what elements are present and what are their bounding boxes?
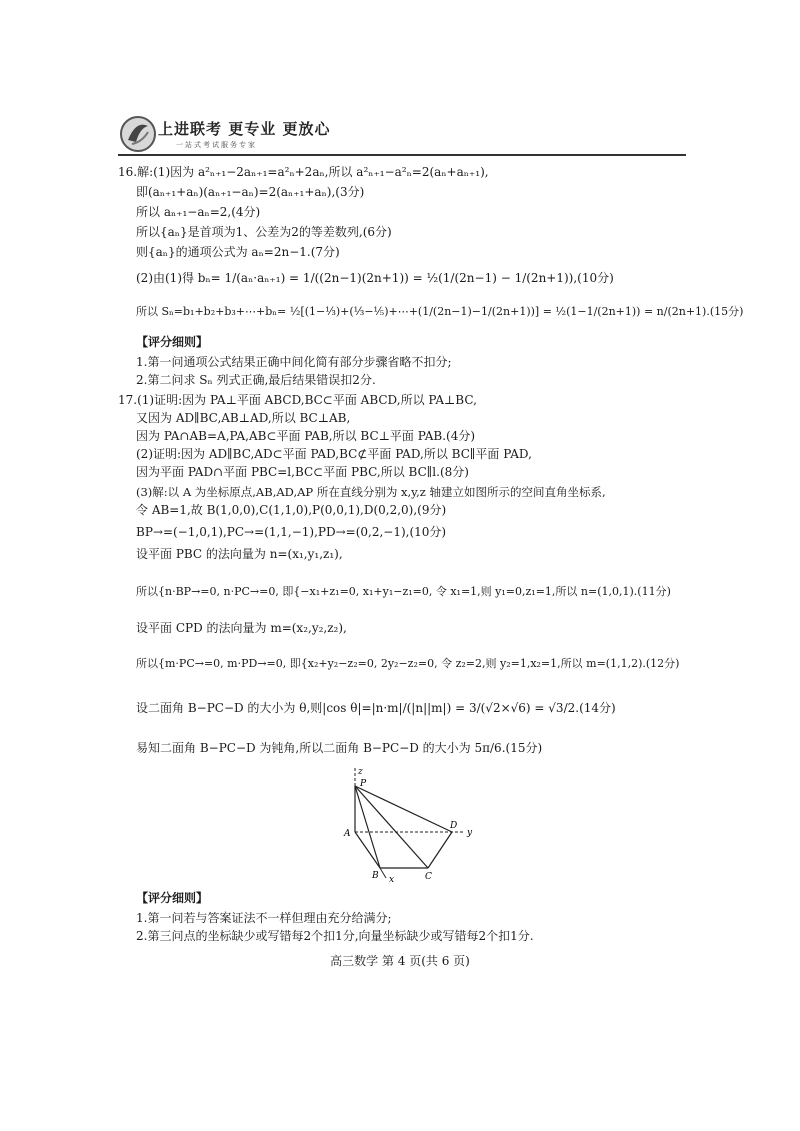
scoring-16-item-1: 1.第一问通项公式结果正确中间化简有部分步骤省略不扣分;: [136, 355, 452, 369]
label-p: P: [360, 779, 367, 789]
q17-line-11: 设平面 CPD 的法向量为 m=(x₂,y₂,z₂),: [136, 621, 347, 635]
edge-cd: [428, 832, 452, 868]
q17-line-2: 又因为 AD∥BC,AB⊥AD,所以 BC⊥AB,: [136, 411, 351, 425]
q17-line-8: BP→=(−1,0,1),PC→=(1,1,−1),PD→=(0,2,−1),(10分): [136, 525, 447, 539]
q17-line-12: 所以{m·PC→=0, m·PD→=0, 即{x₂+y₂−z₂=0, 2y₂−z₂=0, 令 z₂=2,则 y₂=1,x₂=1,所以 m=(1,1,2).(12分): [136, 657, 680, 670]
edge-pb: [355, 786, 380, 868]
q17-line-14: 易知二面角 B−PC−D 为钝角,所以二面角 B−PC−D 的大小为 5π/6.(15分): [136, 741, 543, 755]
q17-line-6: (3)解:以 A 为坐标原点,AB,AD,AP 所在直线分别为 x,y,z 轴建立如图所示的空间直角坐标系,: [136, 485, 606, 499]
coordinate-figure: [340, 768, 490, 884]
label-x: x: [389, 875, 395, 884]
logo-icon: [118, 114, 158, 154]
page-header: [118, 112, 686, 158]
q16-line-3: 所以 aₙ₊₁−aₙ=2,(4分): [136, 205, 261, 219]
q16-line-5: 则{aₙ}的通项公式为 aₙ=2n−1.(7分): [136, 245, 340, 259]
label-a: A: [344, 829, 351, 839]
scoring-16-item-2: 2.第二问求 Sₙ 列式正确,最后结果错误扣2分.: [136, 373, 376, 387]
label-y: y: [467, 828, 473, 838]
q17-line-1: 17.(1)证明:因为 PA⊥平面 ABCD,BC⊂平面 ABCD,所以 PA⊥BC,: [118, 393, 477, 407]
page-footer: 高三数学 第 4 页(共 6 页): [330, 954, 470, 968]
edge-ab: [355, 832, 380, 868]
q16-line-4: 所以{aₙ}是首项为1、公差为2的等差数列,(6分): [136, 225, 392, 239]
label-z: z: [358, 768, 363, 777]
q17-line-5: 因为平面 PAD∩平面 PBC=l,BC⊂平面 PBC,所以 BC∥l.(8分): [136, 465, 469, 479]
q17-line-7: 令 AB=1,故 B(1,0,0),C(1,1,0),P(0,0,1),D(0,2,0),(9分): [136, 503, 447, 517]
brand-slogan: 上进联考 更专业 更放心: [158, 120, 331, 138]
q17-line-13: 设二面角 B−PC−D 的大小为 θ,则|cos θ|=|n·m|/(|n||m|) = 3/(√2×√6) = √3/2.(14分): [136, 701, 616, 715]
scoring-17-item-2: 2.第三问点的坐标缺少或写错每2个扣1分,向量坐标缺少或写错每2个扣1分.: [136, 929, 534, 943]
q17-line-4: (2)证明:因为 AD∥BC,AD⊂平面 PAD,BC⊄平面 PAD,所以 BC∥平面 PAD,: [136, 447, 532, 461]
q17-line-9: 设平面 PBC 的法向量为 n=(x₁,y₁,z₁),: [136, 547, 343, 561]
label-d: D: [450, 821, 458, 831]
q17-line-10: 所以{n·BP→=0, n·PC→=0, 即{−x₁+z₁=0, x₁+y₁−z₁=0, 令 x₁=1,则 y₁=0,z₁=1,所以 n=(1,0,1).(11分): [136, 585, 671, 598]
label-c: C: [425, 872, 432, 882]
q16-line-6: (2)由(1)得 bₙ= 1/(aₙ·aₙ₊₁) = 1/((2n−1)(2n+1)) = ½(1/(2n−1) − 1/(2n+1)),(10分): [136, 271, 614, 285]
edge-pc: [355, 786, 428, 868]
q16-line-7: 所以 Sₙ=b₁+b₂+b₃+⋯+bₙ= ½[(1−⅓)+(⅓−⅕)+⋯+(1/(2n−1)−1/(2n+1))] = ½(1−1/(2n+1)) = n/(2n+1).(15分): [136, 305, 744, 318]
scoring-heading-16: 【评分细则】: [136, 335, 209, 349]
q16-line-1: 16.解:(1)因为 a²ₙ₊₁−2aₙ₊₁=a²ₙ+2aₙ,所以 a²ₙ₊₁−a²ₙ=2(aₙ+aₙ₊₁),: [118, 165, 489, 179]
header-divider: [118, 154, 686, 156]
edge-pd: [355, 786, 452, 832]
scoring-heading-17: 【评分细则】: [136, 891, 209, 905]
x-axis-tail: [380, 868, 386, 878]
label-b: B: [372, 871, 379, 881]
q16-line-2: 即(aₙ₊₁+aₙ)(aₙ₊₁−aₙ)=2(aₙ₊₁+aₙ),(3分): [136, 185, 365, 199]
scoring-17-item-1: 1.第一问若与答案证法不一样但理由充分给满分;: [136, 911, 392, 925]
brand-subtitle: 一站式考试服务专家: [176, 141, 257, 149]
q17-line-3: 因为 PA∩AB=A,PA,AB⊂平面 PAB,所以 BC⊥平面 PAB.(4分): [136, 429, 476, 443]
